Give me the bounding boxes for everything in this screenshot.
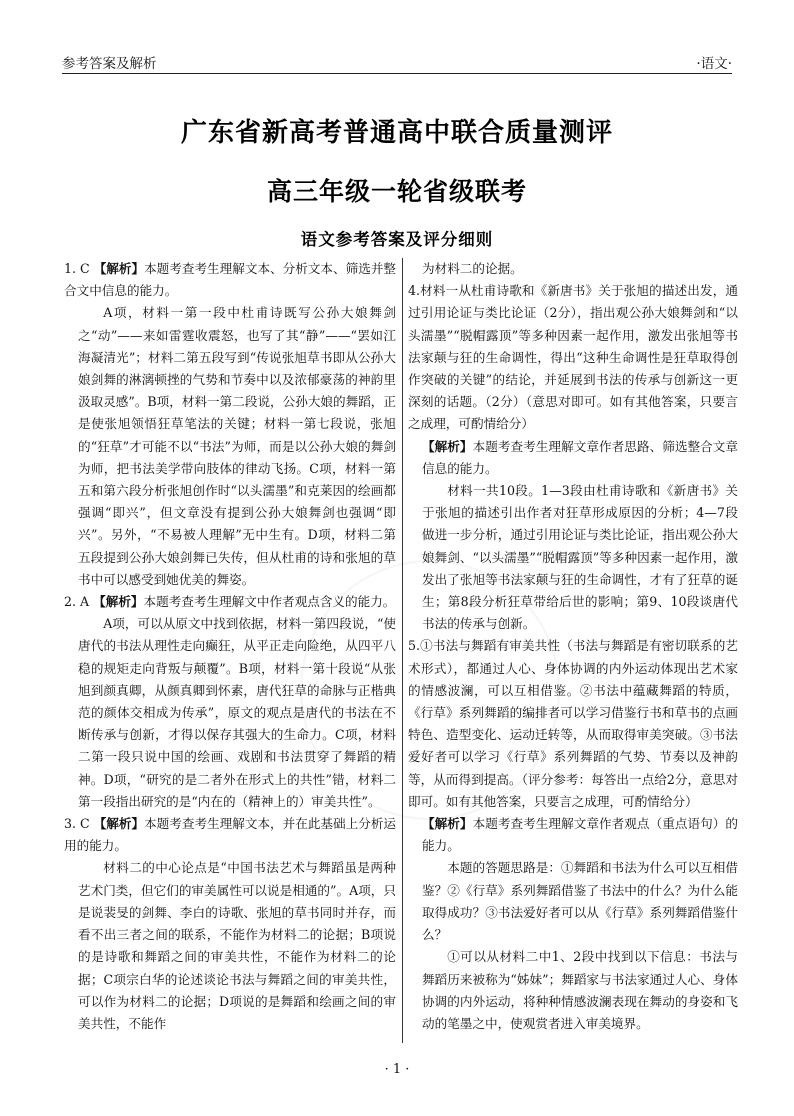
question-intro: 本题考查考生理解文本、分析文本、筛选并整合文中信息的能力。: [64, 261, 397, 299]
right-column: [408, 258, 738, 1035]
question-intro: 本题考查考生理解文章作者思路、筛选整合文章信息的能力。: [422, 438, 739, 476]
question-intro: 本题考查考生理解文章作者观点（重点语句）的能力。: [422, 816, 739, 854]
question-analysis: A项，材料一第一段中杜甫诗既写公孙大娘舞剑之“动”——来如雷霆收震怒，也写了其“静”——“罢如江海凝清光”；材料二第五段写到“传说张旭草书即从公孙大娘剑舞的淋漓顿挫的气势和节奏中以及浓郁豪荡的神韵里汲取灵感”。B项，材料一第二段说，公孙大娘的舞蹈，正是使张旭领悟狂草笔法的关键；材料一第七段说，张旭的“狂草”才可能不以“书法”为师，而是以公孙大娘的舞剑为师，把书法美学带向肢体的律动飞扬。C项，材料一第五和第六段分析张旭创作时“以头濡墨”和克莱因的绘画都强调“即兴”，但文章没有提到公孙大娘舞剑也强调“即兴”。另外，“不易被人理解”无中生有。D项，材料二第五段提到公孙大娘剑舞已失传，但从杜甫的诗和张旭的草书中可以感受到她优美的舞姿。: [78, 305, 396, 587]
page-number: · 1 ·: [384, 1062, 410, 1077]
analysis-tag: 【解析】: [93, 261, 145, 276]
section-title: 语文参考答案及评分细则: [300, 230, 494, 249]
question-number: 3. C: [64, 816, 90, 832]
question-4: [408, 280, 738, 635]
question-5: [408, 635, 738, 1035]
analysis-tag: 【解析】: [93, 594, 144, 610]
question-number: 5.: [408, 638, 421, 654]
question-answer: 材料一从杜甫诗歌和《新唐书》关于张旭的描述出发，通过引用论证与类比论证（2分），指出观公孙大娘舞剑和“以头濡墨”“脱帽露顶”等多种因素一起作用，激发出张旭等书法家颠与狂的生命调性，得出“这种生命调性是狂草取得创作突破的关键”的结论，并延展到书法的传承与创新这一更深刻的话题。（2分）（意思对即可。如有其他答案，只要言之成理，可酌情给分）: [408, 283, 738, 432]
header-subject: ·语文·: [696, 56, 732, 72]
analysis-tag: 【解析】: [422, 816, 473, 832]
question-number: 2. A: [64, 594, 90, 610]
question-intro: 本题考查考生理解文中作者观点含义的能力。: [143, 594, 396, 610]
question-analysis: 材料一共10段。1—3段由杜甫诗歌和《新唐书》关于张旭的描述引出作者对狂草形成原因的分析；4—7段做进一步分析，通过引用论证与类比论证，指出观公孙大娘舞剑、“以头濡墨”“脱帽露顶”等多种因素一起作用，激发出了张旭等书法家颠与狂的生命调性，才有了狂草的诞生；第8段分析狂草带给后世的影响；第9、10段谈唐代书法的传承与创新。: [422, 483, 738, 632]
sub-title: 高三年级一轮省级联考: [266, 177, 527, 206]
header-doc-type: 参考答案及解析: [62, 56, 157, 72]
question-analysis: ①可以从材料二中1、2段中找到以下信息：书法与舞蹈历来被称为“姊妹”；舞蹈家与书法家通过人心、身体协调的内外运动，将种种情感波澜表现在舞动的身姿和飞动的笔墨之中，使观赏者进入审美境界。: [422, 949, 738, 1031]
question-3: [64, 813, 396, 1035]
header-divider: [62, 73, 732, 74]
analysis-line: [408, 436, 738, 480]
column-divider: [402, 258, 403, 1043]
analysis-tag: 【解析】: [422, 438, 473, 454]
question-number: 1. C: [64, 261, 90, 276]
question-2: [64, 591, 396, 813]
left-column: [64, 258, 396, 1035]
question-analysis: 本题的答题思路是：①舞蹈和书法为什么可以互相借鉴？②《行草》系列舞蹈借鉴了书法中的什么？为什么能取得成功？③书法爱好者可以从《行草》系列舞蹈借鉴什么？: [422, 860, 738, 943]
question-number: 4.: [408, 283, 421, 299]
question-intro: 本题考查考生理解文本，并在此基础上分析运用的能力。: [64, 816, 397, 854]
main-title: 广东省新高考普通高中联合质量测评: [180, 118, 613, 148]
question-answer: ①书法与舞蹈有审美共性（书法与舞蹈是有密切联系的艺术形式），都通过人心、身体协调的内外运动体现出艺术家的情感波澜，可以互相借鉴。②书法中蕴藏舞蹈的特质，《行草》系列舞蹈的编排者可以学习借鉴行书和草书的点画特色、造型变化、运动迁转等，从而取得审美突破。③书法爱好者可以学习《行草》系列舞蹈的气势、节奏以及神韵等，从而得到提高。（评分参考：每答出一点给2分，意思对即可。如有其他答案，只要言之成理，可酌情给分）: [408, 638, 738, 809]
question-3-continuation: 为材料二的论据。: [422, 261, 523, 276]
page-header: [62, 52, 732, 78]
question-analysis: A项，可以从原文中找到依据，材料一第四段说，“使唐代的书法从理性走向癫狂，从平正走向险绝，从四平八稳的规矩走向背叛与颠覆”。B项，材料一第十段说“从张旭到颜真卿，从颜真卿到怀素，唐代狂草的命脉与正楷典范的颜体交相成为传承”，原文的观点是唐代的书法在不断传承与创新，才得以保存其强大的生命力。C项，材料二第一段只说中国的绘画、戏剧和书法贯穿了舞蹈的精神。D项，“研究的是二者外在形式上的共性”错，材料二第一段指出研究的是“内在的（精神上的）审美共性”。: [78, 616, 396, 809]
question-1: [64, 258, 396, 591]
analysis-tag: 【解析】: [93, 816, 145, 832]
analysis-line: [408, 813, 738, 857]
question-analysis: 材料二的中心论点是“中国书法艺术与舞蹈虽是两种艺术门类，但它们的审美属性可以说是相通的”。A项，只是说裴旻的剑舞、李白的诗歌、张旭的草书同时并存，而看不出三者之间的联系，不能作为材料二的论据；B项说的是诗歌和舞蹈之间的审美共性，不能作为材料二的论据；C项宗白华的论述谈论书法与舞蹈之间的审美共性，可以作为材料二的论据；D项说的是舞蹈和绘画之间的审美共性，不能作: [78, 860, 396, 1031]
